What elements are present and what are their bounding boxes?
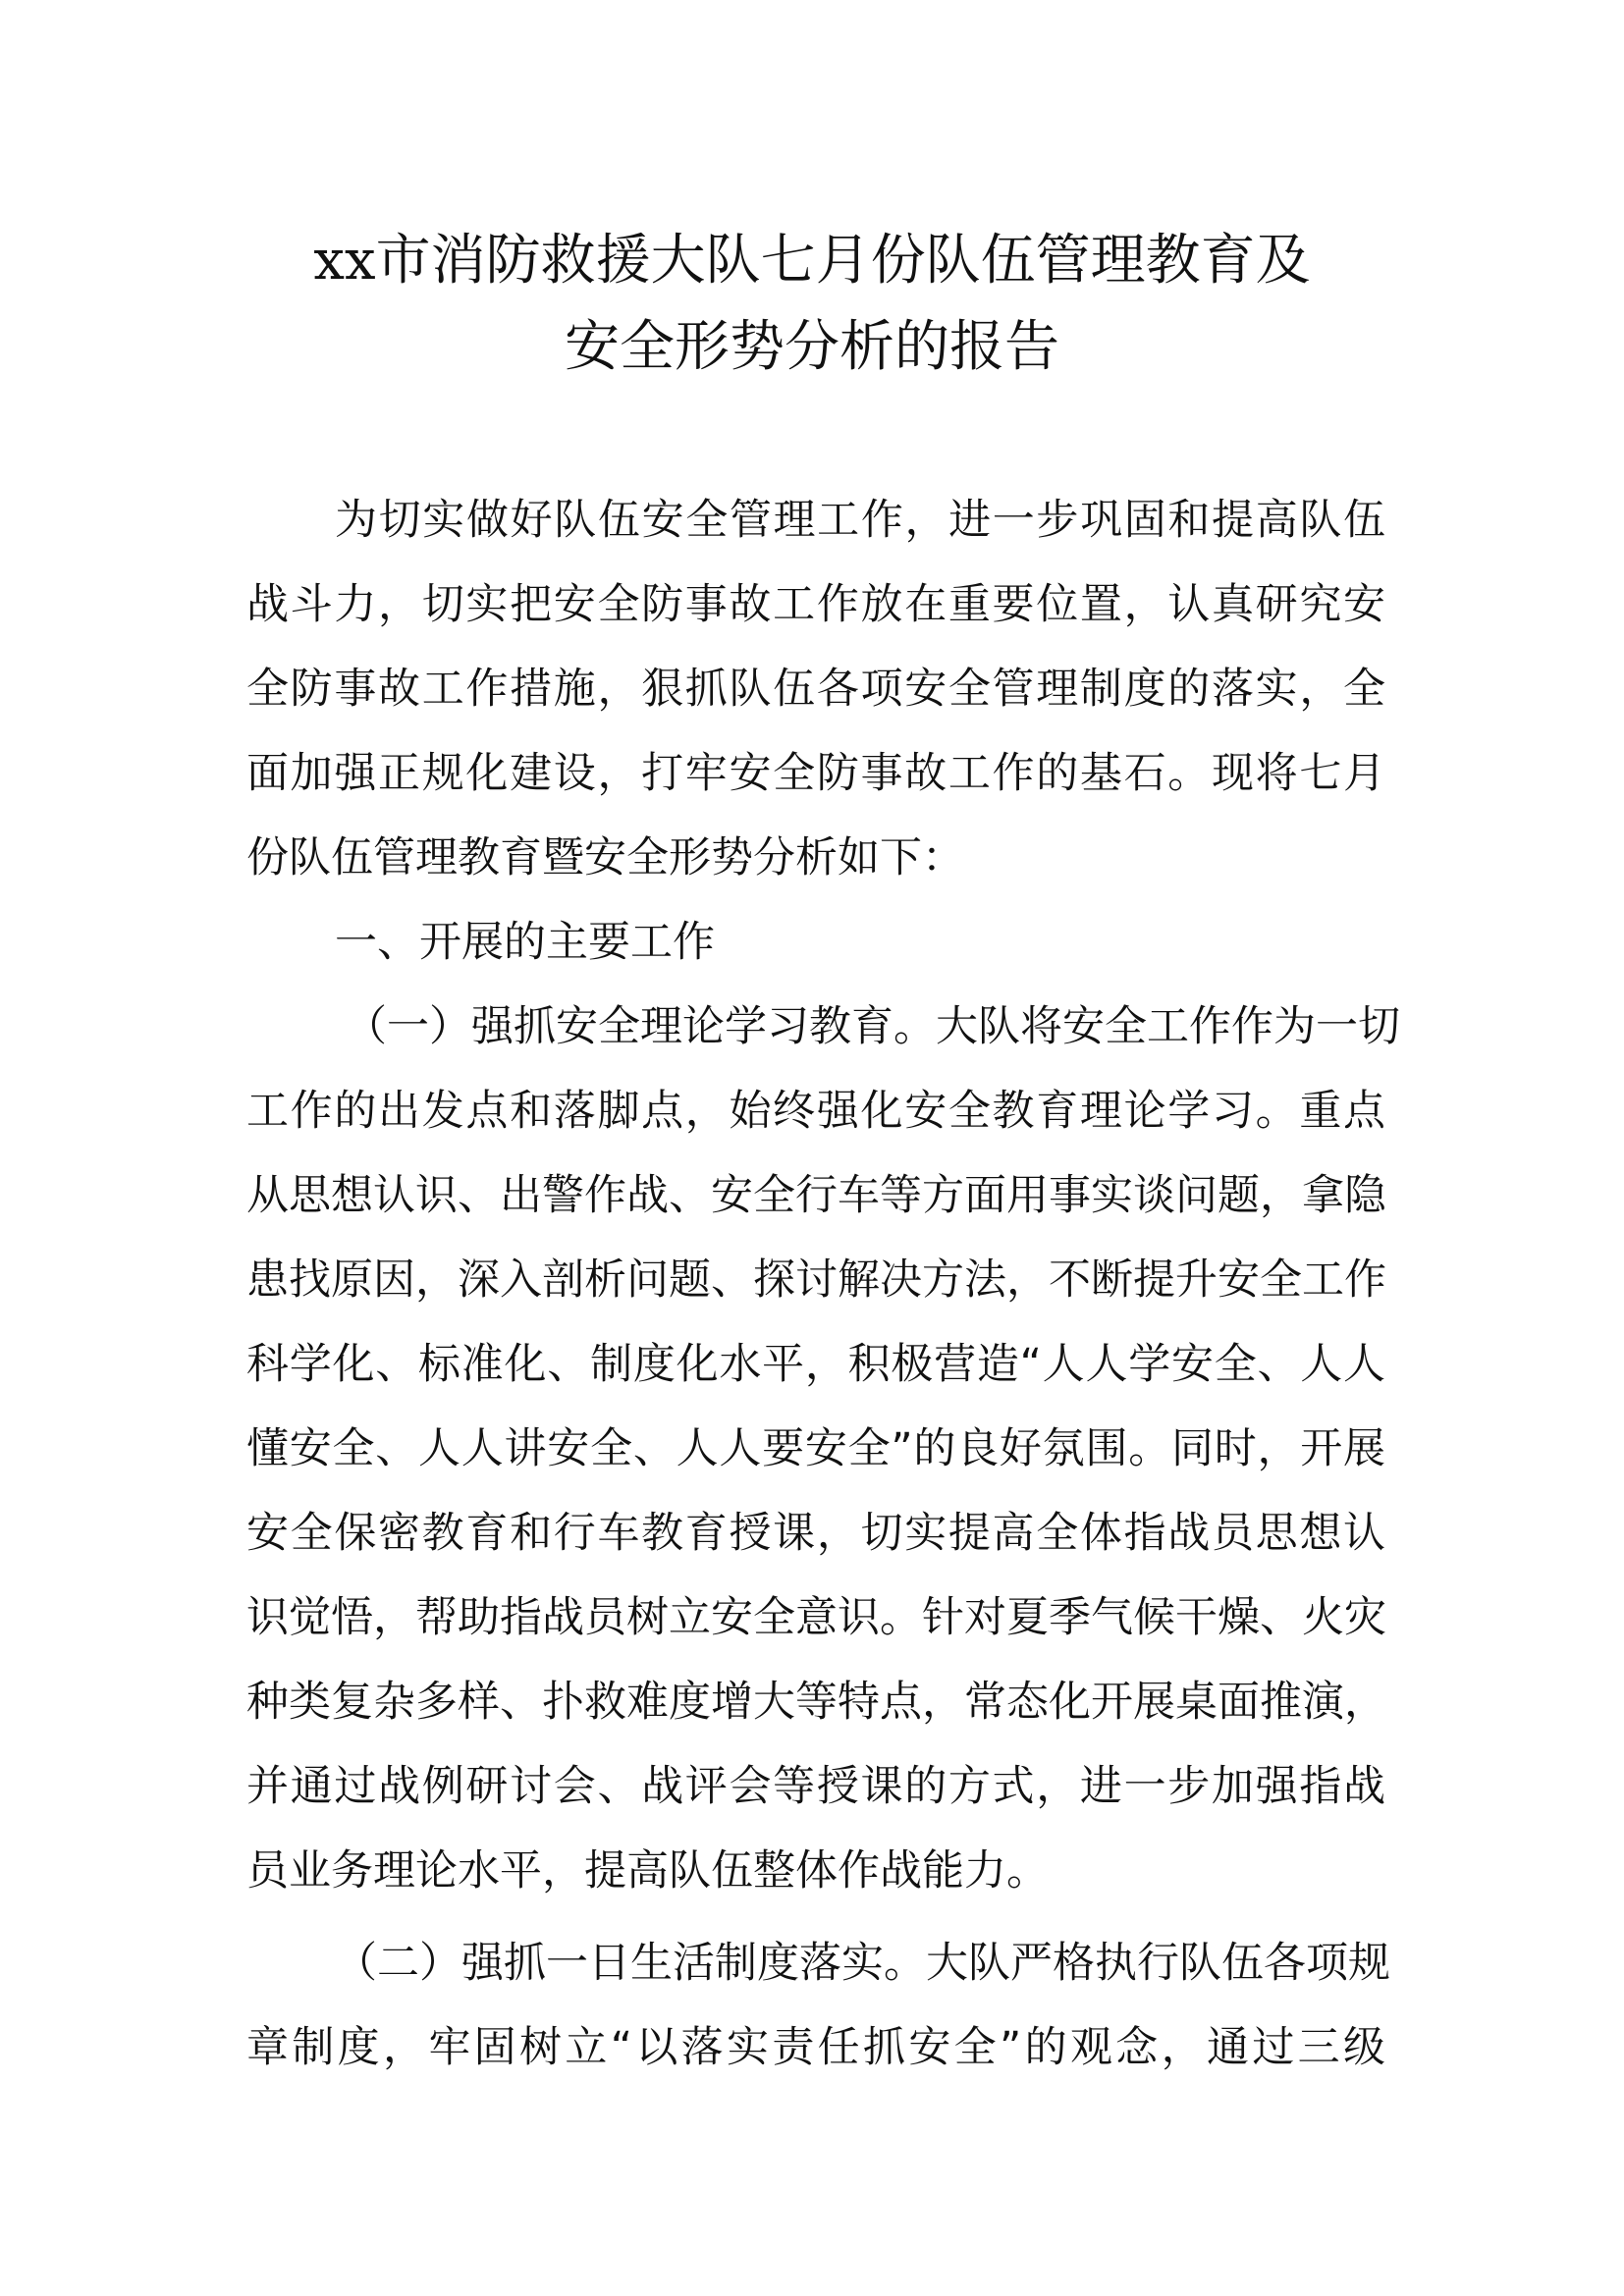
title-line-1-text: 市消防救援大队七月份队伍管理教育及 — [375, 229, 1311, 293]
paragraph-line: 科学化、标准化、制度化水平，积极营造“人人学安全、人人 — [246, 1340, 1385, 1389]
paragraph-line: 章制度，牢固树立“以落实责任抓安全”的观念，通过三级 — [246, 2023, 1385, 2072]
paragraph-line: （二）强抓一日生活制度落实。大队严格执行队伍各项规 — [335, 1939, 1390, 1988]
paragraph-line: 面加强正规化建设，打牢安全防事故工作的基石。现将七月 — [246, 749, 1385, 798]
paragraph-line: 并通过战例研讨会、战评会等授课的方式，进一步加强指战 — [246, 1762, 1385, 1811]
paragraph-line: 份队伍管理教育暨安全形势分析如下： — [246, 833, 964, 882]
paragraph-line: 识觉悟，帮助指战员树立安全意识。针对夏季气候干燥、火灾 — [246, 1593, 1386, 1642]
paragraph-line: 员业务理论水平，提高队伍整体作战能力。 — [246, 1846, 1049, 1896]
title-prefix: xx — [313, 229, 376, 293]
paragraph-line: 懂安全、人人讲安全、人人要安全”的良好氛围。同时，开展 — [246, 1424, 1385, 1473]
paragraph-line: 工作的出发点和落脚点，始终强化安全教育理论学习。重点 — [246, 1087, 1385, 1136]
paragraph-line: 战斗力，切实把安全防事故工作放在重要位置，认真研究安 — [246, 580, 1385, 629]
paragraph-line: 全防事故工作措施，狠抓队伍各项安全管理制度的落实，全 — [246, 665, 1385, 714]
paragraph-line: 从思想认识、出警作战、安全行车等方面用事实谈问题，拿隐 — [246, 1171, 1386, 1220]
paragraph-line: 患找原因，深入剖析问题、探讨解决方法，不断提升安全工作 — [246, 1255, 1386, 1305]
paragraph-line: 安全保密教育和行车教育授课，切实提高全体指战员思想认 — [246, 1509, 1385, 1558]
title-line-1 — [313, 229, 1310, 293]
paragraph-line: （一）强抓安全理论学习教育。大队将安全工作作为一切 — [345, 1002, 1400, 1051]
paragraph-line: 为切实做好队伍安全管理工作，进一步巩固和提高队伍 — [335, 496, 1385, 545]
title-line-2: 安全形势分析的报告 — [565, 315, 1059, 379]
paragraph-line: 种类复杂多样、扑救难度增大等特点，常态化开展桌面推演， — [246, 1678, 1386, 1727]
document-title — [196, 218, 1428, 391]
section-heading: 一、开展的主要工作 — [335, 918, 715, 967]
